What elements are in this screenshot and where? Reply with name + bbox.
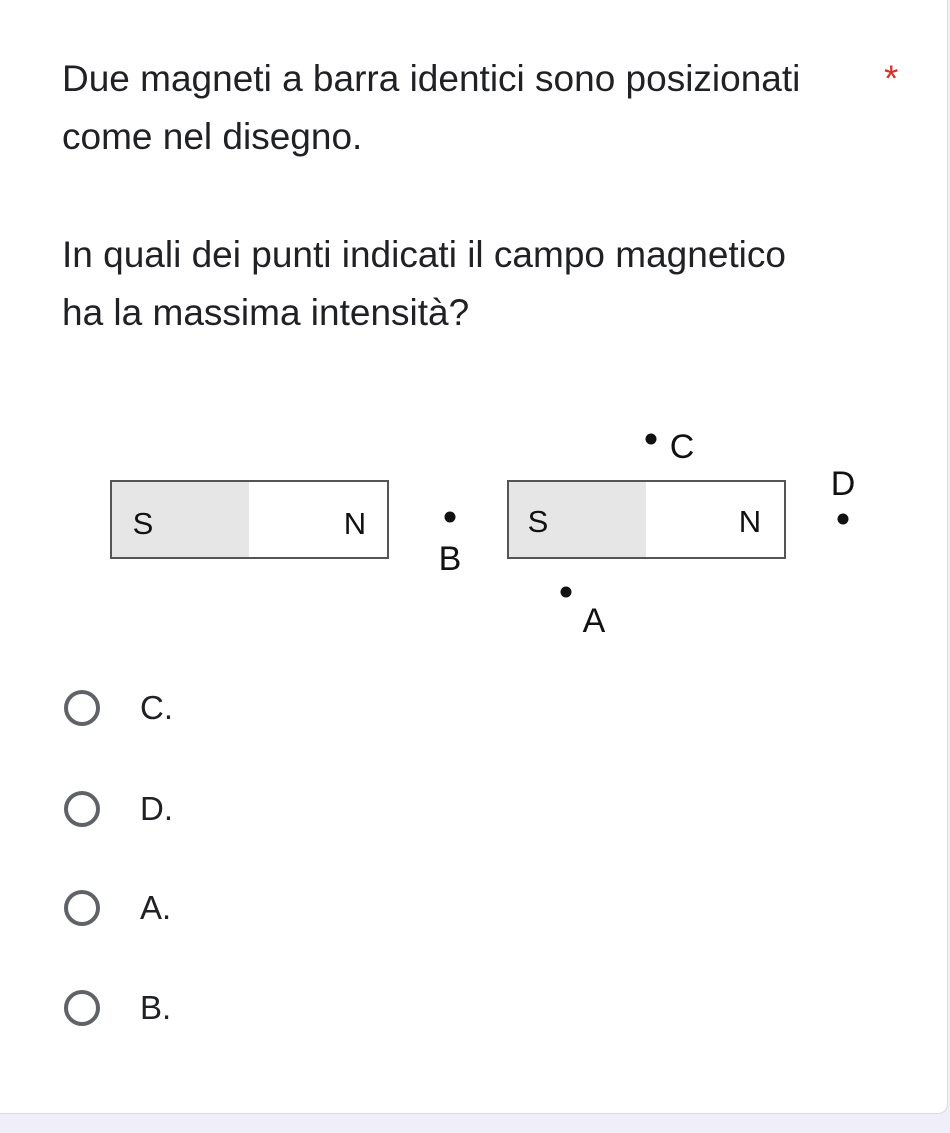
right-bar-magnet xyxy=(508,481,785,558)
point-c-label: C xyxy=(669,428,695,466)
radio-button-c[interactable] xyxy=(64,690,100,726)
question-description-line-2: ha la massima intensità? xyxy=(62,292,470,333)
left-bar-magnet xyxy=(111,481,388,558)
point-b-dot xyxy=(445,512,456,523)
magnets-figure xyxy=(0,400,950,660)
radio-button-d[interactable] xyxy=(64,791,100,827)
option-c-label: C. xyxy=(140,689,173,726)
point-a-dot xyxy=(561,587,572,598)
question-title-line-1: Due magneti a barra identici sono posizionati xyxy=(62,58,801,99)
point-d-dot xyxy=(838,514,849,525)
option-c[interactable] xyxy=(62,683,173,733)
question-description-line-1: In quali dei punti indicati il campo magnetico xyxy=(62,234,786,275)
question-title-line-2: come nel disegno. xyxy=(62,116,363,157)
radio-button-a[interactable] xyxy=(64,890,100,926)
left-magnet-south-label: S xyxy=(132,506,154,541)
radio-button-b[interactable] xyxy=(64,990,100,1026)
left-magnet-north-label: N xyxy=(343,506,367,541)
option-a-label: A. xyxy=(140,889,172,926)
option-b-label: B. xyxy=(140,989,172,1026)
option-d-label: D. xyxy=(140,790,173,827)
point-d-label: D xyxy=(830,465,856,503)
point-a-label: A xyxy=(582,602,606,640)
right-magnet-north-label: N xyxy=(738,504,762,539)
option-d[interactable] xyxy=(62,784,173,834)
right-magnet-south-label: S xyxy=(527,504,549,539)
point-b-label: B xyxy=(438,540,462,578)
question-description xyxy=(62,226,902,342)
question-title xyxy=(62,50,862,166)
point-c-dot xyxy=(646,434,657,445)
option-b[interactable] xyxy=(62,983,171,1033)
option-a[interactable] xyxy=(62,883,171,933)
required-asterisk: * xyxy=(884,58,899,99)
